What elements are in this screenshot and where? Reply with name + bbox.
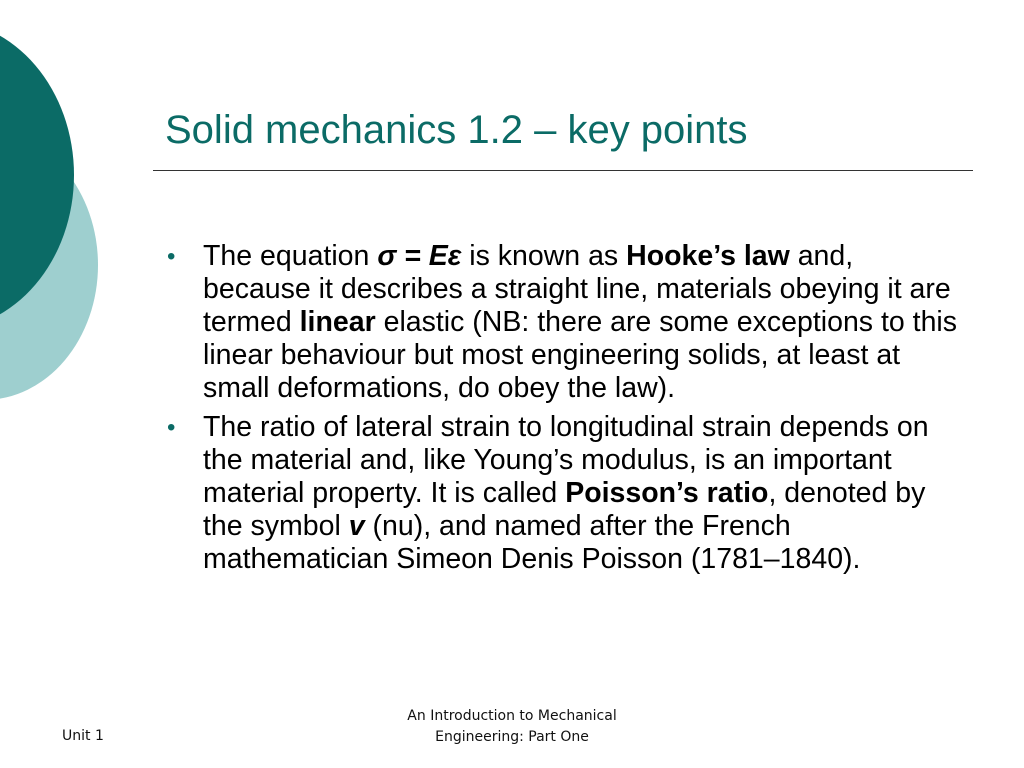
bullet-poissons-ratio	[165, 411, 965, 576]
footer-course-title-line2: Engineering: Part One	[435, 729, 589, 745]
bullet-text	[203, 411, 929, 575]
hookes-law-equation: σ = Eε	[377, 240, 462, 272]
term-poissons-ratio: Poisson’s ratio	[565, 477, 769, 509]
title-divider	[153, 170, 973, 171]
bullet-marker: •	[167, 243, 176, 270]
symbol-nu: v	[348, 510, 365, 542]
text-run: and, because it describes a straight line, materials obeying it are termed	[203, 240, 951, 338]
footer-unit-label: Unit 1	[62, 728, 104, 744]
text-run: The ratio of lateral strain to longitudinal strain depends on the material and, like Young’s modulus, is an important material property. It is called	[203, 411, 929, 509]
term-hookes-law: Hooke’s law	[626, 240, 790, 272]
bullet-text	[203, 240, 957, 404]
footer-course-title-line1: An Introduction to Mechanical	[407, 708, 617, 724]
bullet-hookes-law	[165, 240, 965, 405]
bullet-list	[165, 240, 965, 582]
text-run: is known as	[461, 240, 627, 272]
text-run: elastic (NB: there are some exceptions to this linear behaviour but most engineering solids, at least at small deformations, do obey the law).	[203, 306, 958, 404]
slide-title: Solid mechanics 1.2 – key points	[165, 108, 748, 152]
text-run: The equation	[203, 240, 378, 272]
term-linear: linear	[299, 306, 376, 338]
text-run: , denoted by the symbol	[203, 477, 926, 542]
text-run: (nu), and named after the French mathematician Simeon Denis Poisson (1781–1840).	[203, 510, 861, 575]
footer-course-title	[352, 706, 672, 748]
bullet-marker: •	[167, 414, 176, 441]
